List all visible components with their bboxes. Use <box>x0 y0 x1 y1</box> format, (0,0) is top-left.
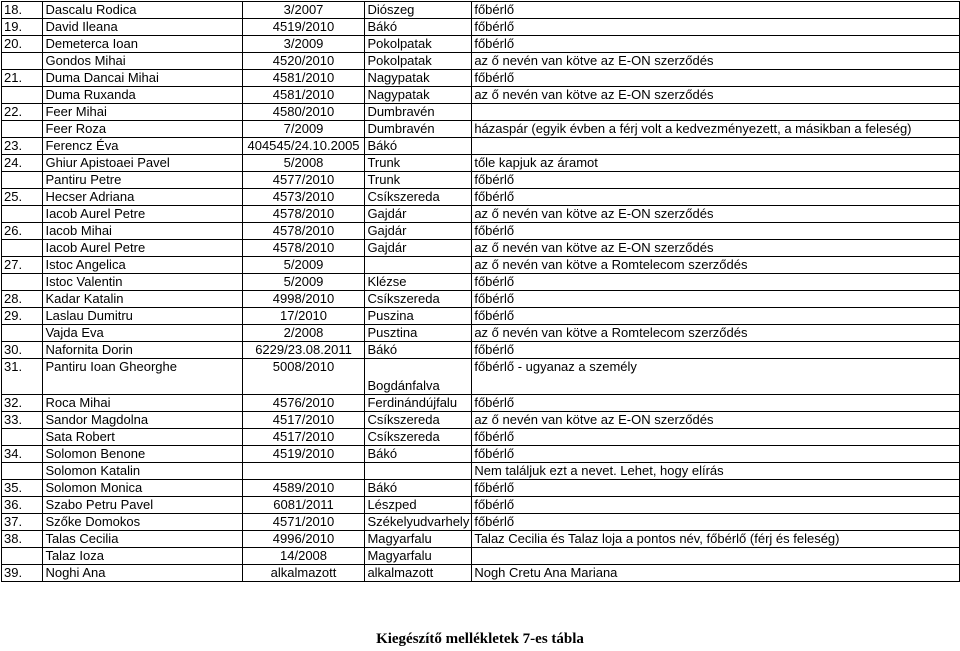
locality: Csíkszereda <box>365 429 472 446</box>
remark <box>472 548 960 565</box>
person-name: Iacob Mihai <box>43 223 242 240</box>
locality: Gajdár <box>365 240 472 257</box>
locality: Dumbravén <box>365 104 472 121</box>
table-row <box>2 19 960 36</box>
locality: Diószeg <box>365 2 472 19</box>
person-name: Vajda Eva <box>43 325 242 342</box>
contract-id: 5/2009 <box>242 274 365 291</box>
row-number: 39. <box>2 565 43 582</box>
person-name: Szabo Petru Pavel <box>43 497 242 514</box>
contract-id: 4580/2010 <box>242 104 365 121</box>
person-name: Hecser Adriana <box>43 189 242 206</box>
locality: Klézse <box>365 274 472 291</box>
row-number: 38. <box>2 531 43 548</box>
person-name: Solomon Benone <box>43 446 242 463</box>
person-name: Sata Robert <box>43 429 242 446</box>
row-number: 27. <box>2 257 43 274</box>
row-number: 24. <box>2 155 43 172</box>
remark <box>472 138 960 155</box>
person-name: Sandor Magdolna <box>43 412 242 429</box>
person-name: Dascalu Rodica <box>43 2 242 19</box>
table-row <box>2 53 960 70</box>
locality: Puszina <box>365 308 472 325</box>
locality: Lészped <box>365 497 472 514</box>
locality: Nagypatak <box>365 70 472 87</box>
person-name: Solomon Monica <box>43 480 242 497</box>
person-name: Nafornita Dorin <box>43 342 242 359</box>
person-name: Iacob Aurel Petre <box>43 240 242 257</box>
contract-id: 4578/2010 <box>242 223 365 240</box>
table-row <box>2 480 960 497</box>
contract-id: 14/2008 <box>242 548 365 565</box>
table-row <box>2 359 960 395</box>
remark: főbérlő <box>472 480 960 497</box>
contract-id: 4581/2010 <box>242 70 365 87</box>
person-name: Istoc Angelica <box>43 257 242 274</box>
locality: Bákó <box>365 342 472 359</box>
contract-id: 404545/24.10.2005 <box>242 138 365 155</box>
row-number <box>2 121 43 138</box>
row-number <box>2 548 43 565</box>
locality: Bogdánfalva <box>365 359 472 395</box>
table-row <box>2 189 960 206</box>
person-name: Ghiur Apistoaei Pavel <box>43 155 242 172</box>
contract-id: 5008/2010 <box>242 359 365 395</box>
row-number <box>2 87 43 104</box>
remark: főbérlő <box>472 189 960 206</box>
contract-id: 4576/2010 <box>242 395 365 412</box>
locality: Csíkszereda <box>365 189 472 206</box>
remark: az ő nevén van kötve az E-ON szerződés <box>472 206 960 223</box>
contract-id: 6229/23.08.2011 <box>242 342 365 359</box>
locality: Gajdár <box>365 206 472 223</box>
person-name: Istoc Valentin <box>43 274 242 291</box>
table-row <box>2 87 960 104</box>
row-number: 30. <box>2 342 43 359</box>
locality <box>365 463 472 480</box>
table-row <box>2 240 960 257</box>
table-row <box>2 548 960 565</box>
contract-id: 4578/2010 <box>242 206 365 223</box>
remark <box>472 104 960 121</box>
locality: Bákó <box>365 480 472 497</box>
row-number <box>2 240 43 257</box>
table-row <box>2 412 960 429</box>
contract-id: 4577/2010 <box>242 172 365 189</box>
contract-id: 4581/2010 <box>242 87 365 104</box>
table-row <box>2 257 960 274</box>
locality: Magyarfalu <box>365 548 472 565</box>
locality: Bákó <box>365 446 472 463</box>
contract-id: 4998/2010 <box>242 291 365 308</box>
remark: főbérlő <box>472 497 960 514</box>
row-number: 29. <box>2 308 43 325</box>
locality: Székelyudvarhely <box>365 514 472 531</box>
locality: alkalmazott <box>365 565 472 582</box>
table-caption: Kiegészítő mellékletek 7-es tábla <box>376 631 584 647</box>
row-number <box>2 274 43 291</box>
table-row <box>2 446 960 463</box>
remark: főbérlő <box>472 342 960 359</box>
table-row <box>2 223 960 240</box>
table-row <box>2 172 960 189</box>
locality: Csíkszereda <box>365 412 472 429</box>
row-number <box>2 463 43 480</box>
table-row <box>2 429 960 446</box>
remark: főbérlő <box>472 223 960 240</box>
person-name: Talas Cecilia <box>43 531 242 548</box>
table-row <box>2 342 960 359</box>
contract-id: 4571/2010 <box>242 514 365 531</box>
locality: Pokolpatak <box>365 53 472 70</box>
remark: főbérlő <box>472 308 960 325</box>
person-name: Solomon Katalin <box>43 463 242 480</box>
table-row <box>2 274 960 291</box>
locality <box>365 257 472 274</box>
contract-id: alkalmazott <box>242 565 365 582</box>
remark: főbérlő <box>472 274 960 291</box>
remark: főbérlő <box>472 172 960 189</box>
tenant-table <box>1 1 960 582</box>
locality: Pusztina <box>365 325 472 342</box>
locality: Magyarfalu <box>365 531 472 548</box>
row-number: 26. <box>2 223 43 240</box>
contract-id: 4578/2010 <box>242 240 365 257</box>
remark: az ő nevén van kötve az E-ON szerződés <box>472 53 960 70</box>
locality: Trunk <box>365 172 472 189</box>
table-row <box>2 395 960 412</box>
row-number: 35. <box>2 480 43 497</box>
locality: Pokolpatak <box>365 36 472 53</box>
contract-id: 3/2007 <box>242 2 365 19</box>
person-name: Kadar Katalin <box>43 291 242 308</box>
remark: főbérlő <box>472 514 960 531</box>
remark: főbérlő <box>472 429 960 446</box>
person-name: Duma Dancai Mihai <box>43 70 242 87</box>
row-number: 25. <box>2 189 43 206</box>
contract-id: 6081/2011 <box>242 497 365 514</box>
row-number: 31. <box>2 359 43 395</box>
contract-id: 4517/2010 <box>242 412 365 429</box>
contract-id: 4996/2010 <box>242 531 365 548</box>
row-number: 18. <box>2 2 43 19</box>
person-name: Pantiru Ioan Gheorghe <box>43 359 242 395</box>
remark: tőle kapjuk az áramot <box>472 155 960 172</box>
person-name: David Ileana <box>43 19 242 36</box>
row-number <box>2 206 43 223</box>
remark: főbérlő <box>472 395 960 412</box>
locality: Dumbravén <box>365 121 472 138</box>
contract-id: 2/2008 <box>242 325 365 342</box>
table-row <box>2 291 960 308</box>
table-row <box>2 325 960 342</box>
row-number: 21. <box>2 70 43 87</box>
person-name: Szőke Domokos <box>43 514 242 531</box>
row-number: 32. <box>2 395 43 412</box>
contract-id: 7/2009 <box>242 121 365 138</box>
locality: Trunk <box>365 155 472 172</box>
table-row <box>2 36 960 53</box>
remark: főbérlő <box>472 291 960 308</box>
table-row <box>2 70 960 87</box>
row-number: 36. <box>2 497 43 514</box>
remark: az ő nevén van kötve a Romtelecom szerződés <box>472 325 960 342</box>
locality: Ferdinándújfalu <box>365 395 472 412</box>
row-number <box>2 172 43 189</box>
table-row <box>2 497 960 514</box>
remark: az ő nevén van kötve az E-ON szerződés <box>472 240 960 257</box>
remark: főbérlő - ugyanaz a személy <box>472 359 960 395</box>
person-name: Noghi Ana <box>43 565 242 582</box>
contract-id: 4519/2010 <box>242 19 365 36</box>
remark: főbérlő <box>472 2 960 19</box>
remark: az ő nevén van kötve az E-ON szerződés <box>472 87 960 104</box>
row-number: 22. <box>2 104 43 121</box>
person-name: Talaz Ioza <box>43 548 242 565</box>
table-row <box>2 514 960 531</box>
table-row <box>2 463 960 480</box>
remark: főbérlő <box>472 36 960 53</box>
person-name: Laslau Dumitru <box>43 308 242 325</box>
table-row <box>2 104 960 121</box>
tenant-table-body <box>2 2 960 582</box>
row-number: 37. <box>2 514 43 531</box>
table-row <box>2 155 960 172</box>
remark: Nogh Cretu Ana Mariana <box>472 565 960 582</box>
person-name: Iacob Aurel Petre <box>43 206 242 223</box>
row-number: 28. <box>2 291 43 308</box>
table-row <box>2 121 960 138</box>
row-number: 19. <box>2 19 43 36</box>
remark: Nem találjuk ezt a nevet. Lehet, hogy elírás <box>472 463 960 480</box>
row-number: 34. <box>2 446 43 463</box>
remark: főbérlő <box>472 19 960 36</box>
locality: Csíkszereda <box>365 291 472 308</box>
row-number <box>2 325 43 342</box>
person-name: Duma Ruxanda <box>43 87 242 104</box>
person-name: Demeterca Ioan <box>43 36 242 53</box>
table-row <box>2 138 960 155</box>
table-row <box>2 531 960 548</box>
remark: házaspár (egyik évben a férj volt a kedvezményezett, a másikban a feleség) <box>472 121 960 138</box>
locality: Gajdár <box>365 223 472 240</box>
contract-id: 4517/2010 <box>242 429 365 446</box>
remark: főbérlő <box>472 70 960 87</box>
remark: főbérlő <box>472 446 960 463</box>
locality: Bákó <box>365 138 472 155</box>
table-row <box>2 206 960 223</box>
locality: Bákó <box>365 19 472 36</box>
contract-id: 4589/2010 <box>242 480 365 497</box>
person-name: Ferencz Éva <box>43 138 242 155</box>
person-name: Roca Mihai <box>43 395 242 412</box>
contract-id <box>242 463 365 480</box>
contract-id: 4573/2010 <box>242 189 365 206</box>
row-number: 20. <box>2 36 43 53</box>
contract-id: 5/2008 <box>242 155 365 172</box>
table-row <box>2 2 960 19</box>
person-name: Gondos Mihai <box>43 53 242 70</box>
row-number <box>2 53 43 70</box>
contract-id: 4520/2010 <box>242 53 365 70</box>
row-number <box>2 429 43 446</box>
contract-id: 17/2010 <box>242 308 365 325</box>
row-number: 23. <box>2 138 43 155</box>
table-row <box>2 565 960 582</box>
contract-id: 3/2009 <box>242 36 365 53</box>
person-name: Feer Roza <box>43 121 242 138</box>
remark: Talaz Cecilia és Talaz loja a pontos név, főbérlő (férj és feleség) <box>472 531 960 548</box>
locality: Nagypatak <box>365 87 472 104</box>
remark: az ő nevén van kötve a Romtelecom szerződés <box>472 257 960 274</box>
person-name: Pantiru Petre <box>43 172 242 189</box>
contract-id: 4519/2010 <box>242 446 365 463</box>
table-row <box>2 308 960 325</box>
remark: az ő nevén van kötve az E-ON szerződés <box>472 412 960 429</box>
contract-id: 5/2009 <box>242 257 365 274</box>
person-name: Feer Mihai <box>43 104 242 121</box>
row-number: 33. <box>2 412 43 429</box>
